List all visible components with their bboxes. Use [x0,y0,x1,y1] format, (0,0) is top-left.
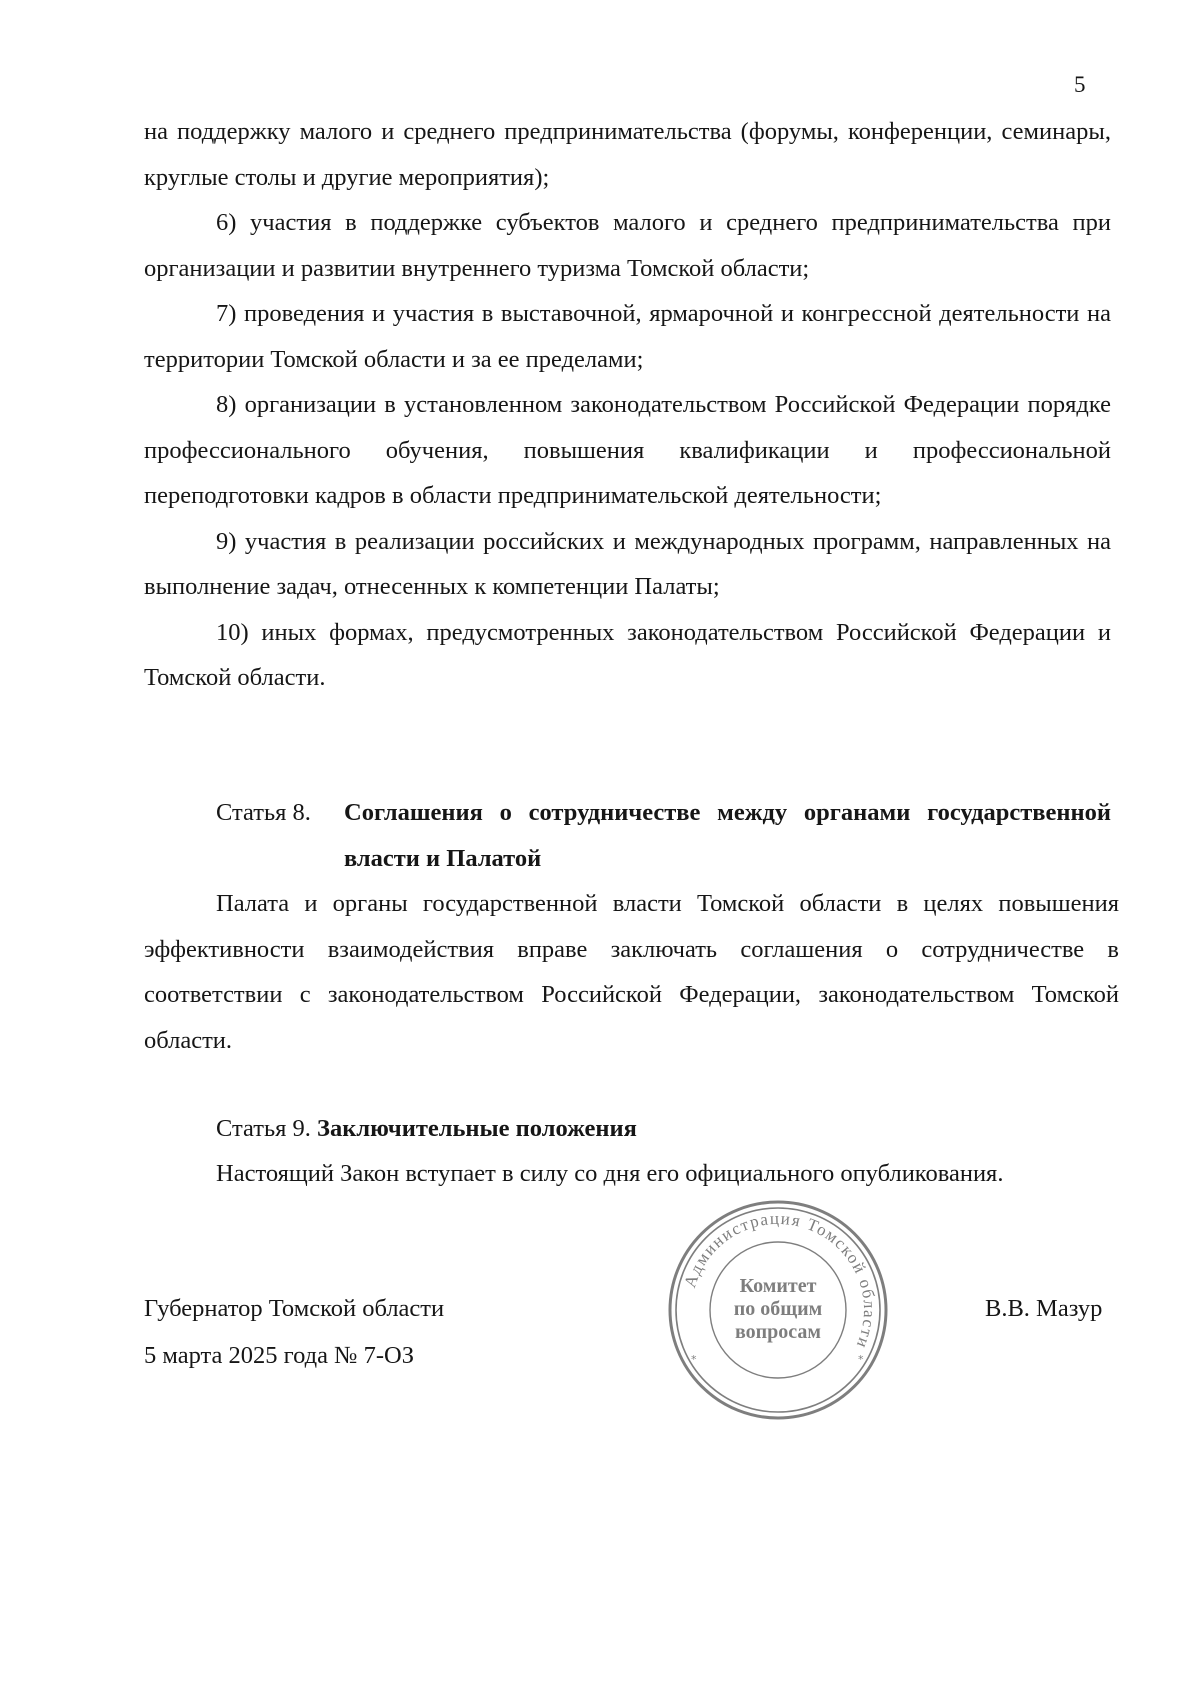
signatory-name: В.В. Мазур [985,1295,1103,1322]
list-item-10: 10) иных формах, предусмотренных законодательством Российской Федерации и Томской области. [144,618,1111,691]
official-stamp [663,1195,893,1425]
article-8-number: Статья 8. [216,799,311,826]
article-9-body [144,1151,1115,1197]
stamp-center-line-2: по общим [733,1298,823,1320]
list-item-8: 8) организации в установленном законодательством Российской Федерации порядке профессионального обучения, повышения квалификации и профессиональной переподготовки кадров в области предпринимательской деятельности; [144,391,1111,509]
list-item-7: 7) проведения и участия в выставочной, ярмарочной и конгрессной деятельности на территории Томской области и за ее пределами; [144,300,1111,373]
list-item-6: 6) участия в поддержке субъектов малого и среднего предпринимательства при организации и развитии внутреннего туризма Томской области; [144,209,1111,282]
article-8-title: Соглашения о сотрудничестве между органами государственной власти и Палатой [344,799,1111,872]
stamp-star-left: * [691,1353,697,1366]
stamp-ring-text: Администрация Томской области [680,1208,880,1353]
article-9-number: Статья 9. [216,1115,311,1142]
article-8-heading [216,790,1115,881]
article-9-heading [216,1106,637,1152]
signature-block [144,1285,1115,1379]
article-8-text: Палата и органы государственной власти Томской области в целях повышения эффективности взаимодействия вправе заключать соглашения о сотрудничестве в соответствии с законодательством Российской Федерации, законодательством Томской области. [144,890,1119,1054]
list-item-9: 9) участия в реализации российских и международных программ, направленных на выполнение задач, отнесенных к компетенции Палаты; [144,527,1111,600]
list-item-continuation: на поддержку малого и среднего предпринимательства (форумы, конференции, семинары, круглые столы и другие мероприятия); [144,118,1111,191]
stamp-star-right: * [858,1353,864,1366]
article-9-title: Заключительные положения [317,1115,637,1142]
governor-title: Губернатор Томской области [144,1295,445,1322]
article-8-body [144,881,1119,1063]
enumerated-list [144,109,1111,701]
law-date-number: 5 марта 2025 года № 7-ОЗ [144,1342,414,1369]
stamp-center-line-1: Комитет [739,1275,817,1297]
stamp-center-line-3: вопросам [734,1321,822,1343]
article-9-text: Настоящий Закон вступает в силу со дня его официального опубликования. [216,1160,1004,1187]
page-number: 5 [1074,72,1086,97]
